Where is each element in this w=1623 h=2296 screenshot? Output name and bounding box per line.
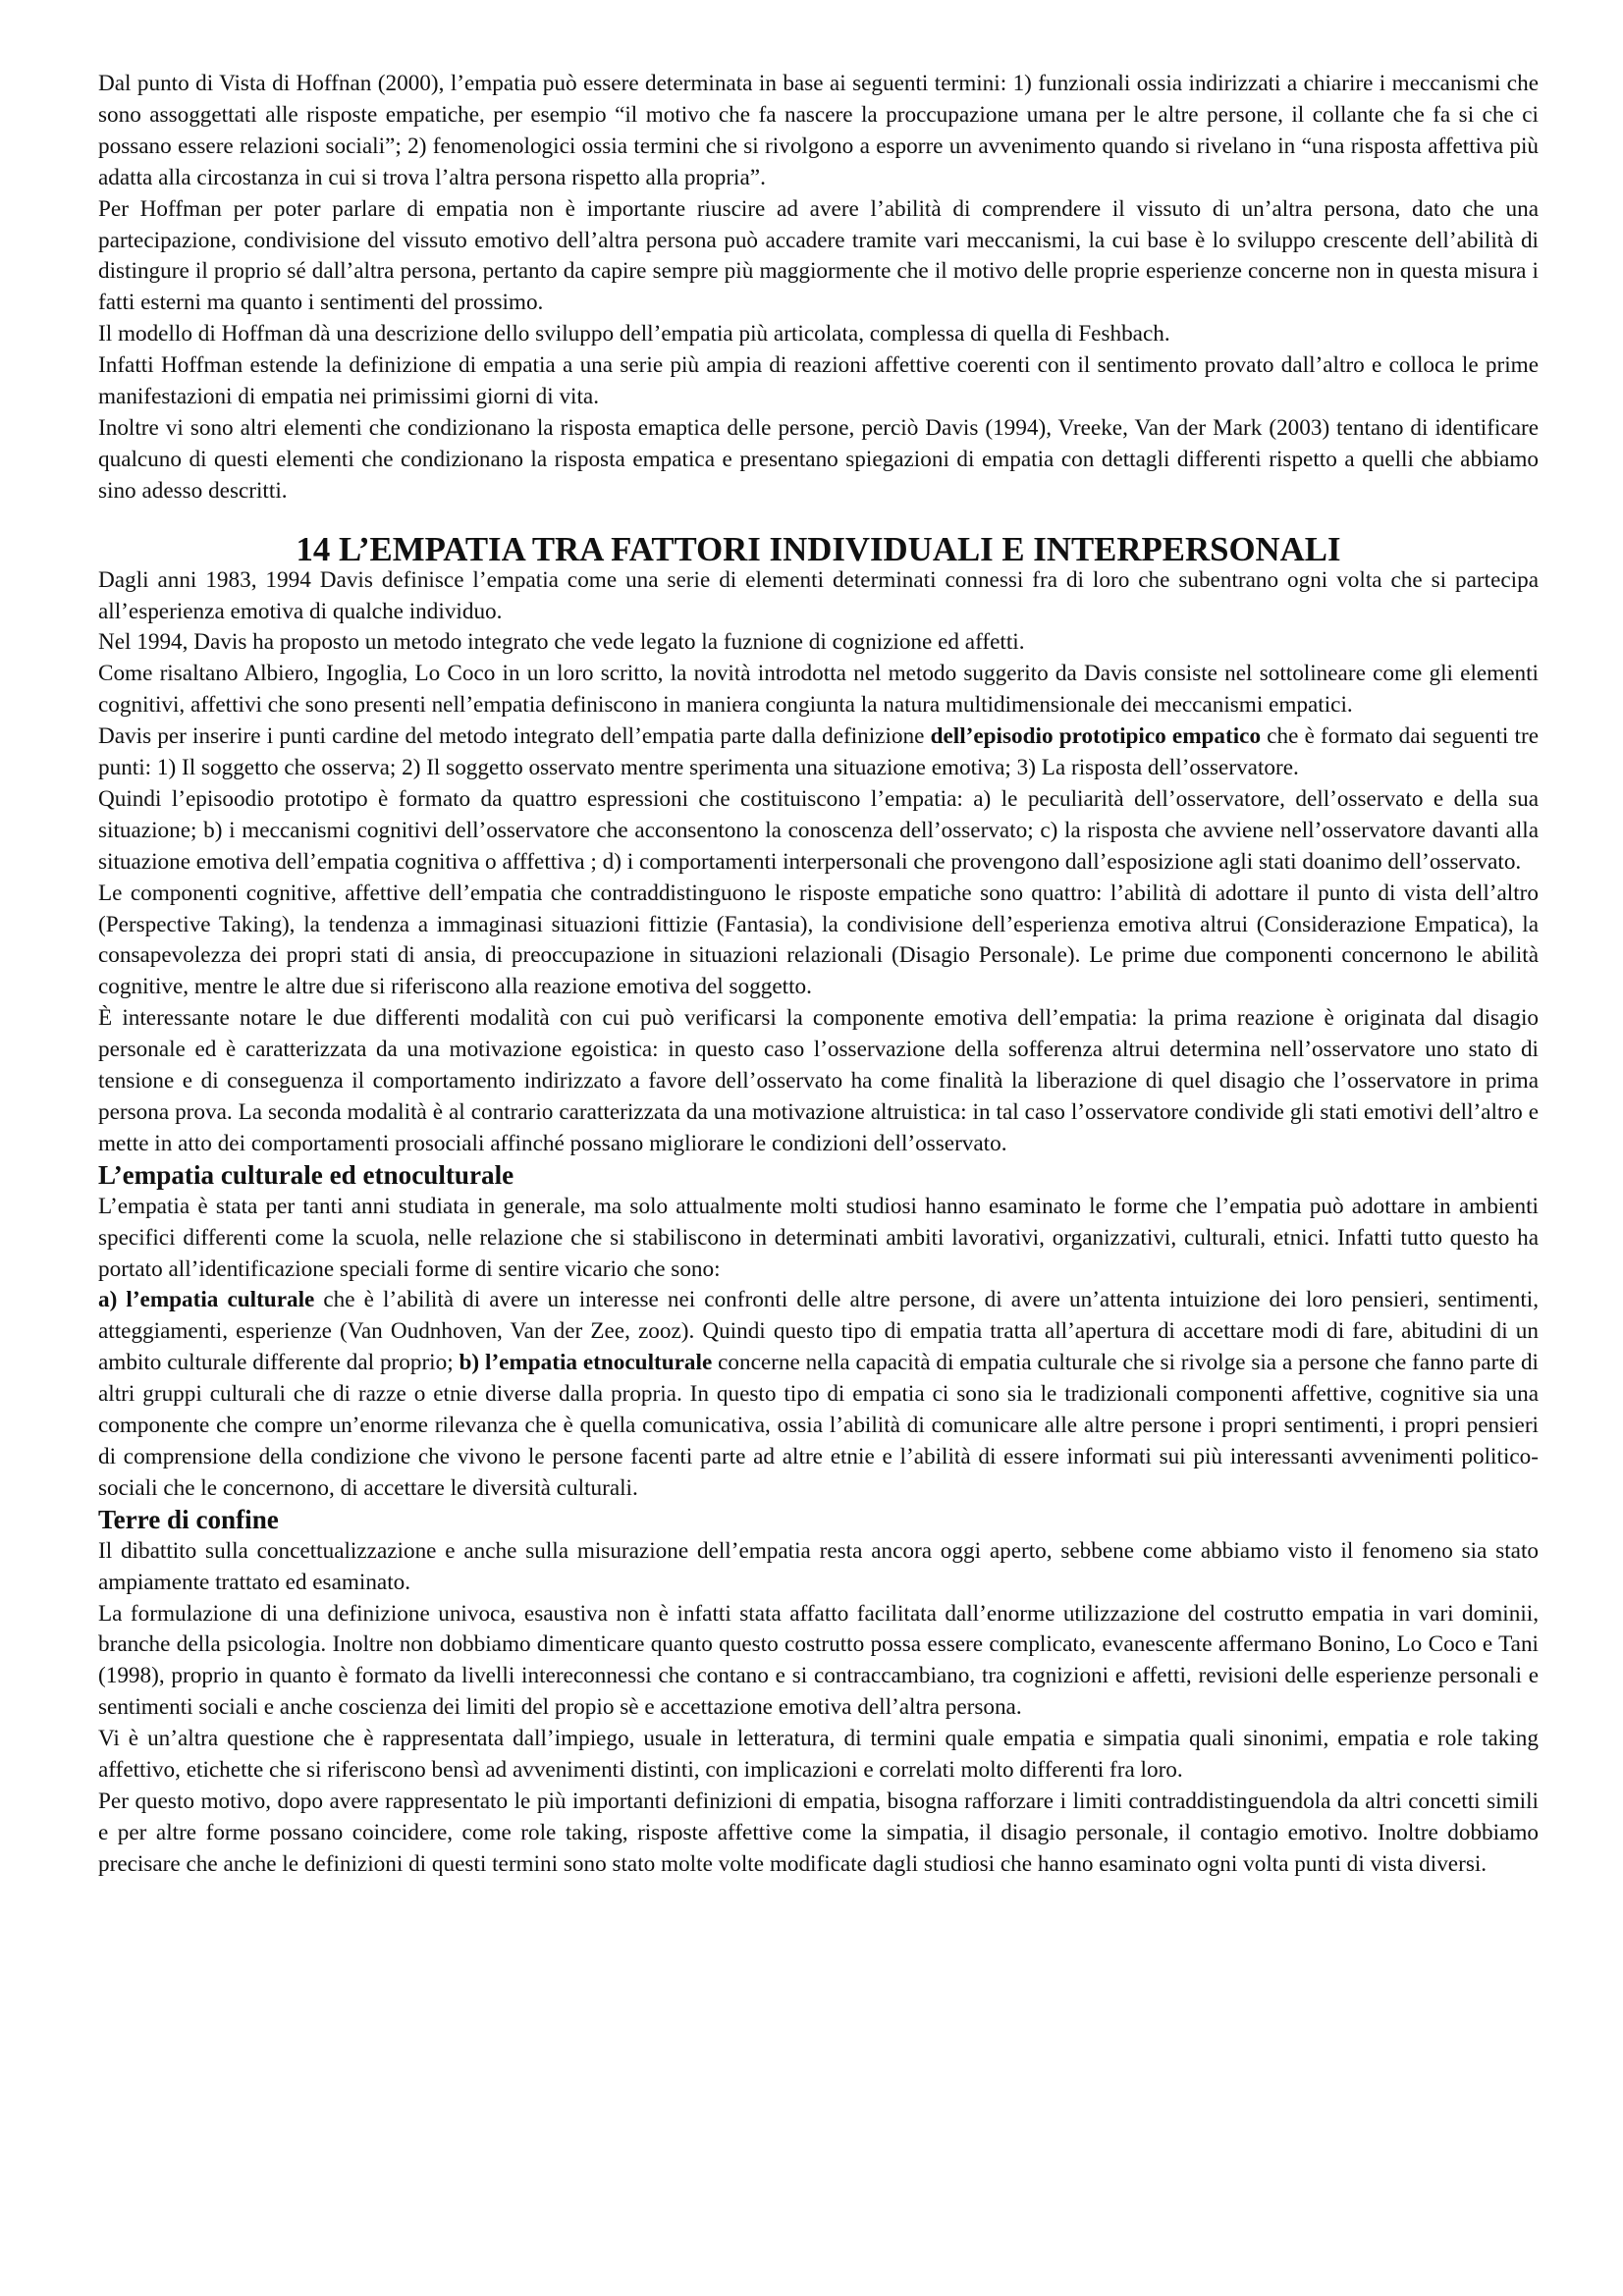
paragraph-hoffman-definition: Dal punto di Vista di Hoffnan (2000), l’empatia può essere determinata in base ai seguenti termini: 1) funzionali ossia indirizzati a chiarire i meccanismi che sono assoggettati alle risposte empatiche, per esempio “il motivo che fa nascere la proccupazione umana per le altre persone, il collante che fa si che ci possano essere relazioni sociali”; 2) fenomenologici ossia termini che si rivolgono a esporre un avvenimento quando si rivelano in “una risposta affettiva più adatta alla circostanza in cui si trova l’altra persona rispetto alla propria”. [98,71,1539,190]
paragraph-cultural-intro: L’empatia è stata per tanti anni studiata in generale, ma solo attualmente molti studiosi hanno esaminato le forme che l’empatia può adottare in ambienti specifici differenti come la scuola, nelle relazione che si stabiliscono in determinati ambiti lavorativi, organizzativi, culturali, etnici. Infatti tutto questo ha portato all’identificazione speciali forme di sentire vicario che sono: [98,1193,1539,1282]
text-run: concerne nella capacità di empatia culturale che si rivolge sia a persone che fanno parte di altri gruppi culturali che di razze o etnie diverse dalla propria. In questo tipo di empatia ci sono sia le tradizionali componenti affettive, cognitive sia una componente che compre un’enorme rilevanza che è quella comunicativa, ossia l’abilità di comunicare alle altre persone i propri sentimenti, i propri pensieri di comprensione della condizione che vivono le persone facenti parte ad altre etnie e l’abilità di essere informati sui più interessanti avvenimenti politico-sociali che le concernono, di accettare le diversità culturali. [98,1350,1539,1501]
paragraph-four-expressions: Quindi l’episoodio prototipo è formato da quattro espressioni che costituiscono l’empatia: a) le peculiarità dell’osservatore, dell’osservato e della sua situazione; b) i meccanismi cognitivi dell’osservatore che acconsentono la conoscenza dell’osservato; c) la risposta che avviene nell’osservatore davanti alla situazione emotiva dell’empatia cognitiva o afffettiva ; d) i comportamenti interpersonali che provengono dall’esposizione agli stati doanimo dell’osservato. [98,785,1539,875]
paragraph-definition-difficulty: La formulazione di una definizione univoca, esaustiva non è infatti stata affatto facilitata dall’enorme utilizzazione del costrutto empatia in vari dominii, branche della psicologia. Inoltre non dobbiamo dimenticare quanto questo costrutto possa essere complicato, evanescente affermano Bonino, Lo Coco e Tani (1998), proprio in quanto è formato da livelli intereconnessi che contano e si contraccambiano, tra cognizioni e affetti, revisioni delle esperienze personali e sentimenti sociali e anche coscienza dei limiti del propio sè e accettazione emotiva dell’altra persona. [98,1600,1539,1721]
paragraph-debate: Il dibattito sulla concettualizzazione e anche sulla misurazione dell’empatia resta ancora oggi aperto, sebbene come abbiamo visto il fenomeno sia stato ampiamente trattato ed esaminato. [98,1537,1539,1595]
text-run: che è l’abilità di avere un interesse nei confronti delle altre persone, di avere un’attenta intuizione dei loro pensieri, sentimenti, atteggiamenti, esperienze (Van Oudnhoven, Van der Zee, zooz). Quindi questo tipo di empatia tratta all’apertura di accettare modi di fare, abitudini di un ambito culturale differente dal proprio; [98,1287,1540,1376]
paragraph-davis-1994: Nel 1994, Davis ha proposto un metodo integrato che vede legato la fuznione di cognizione ed affetti. [98,629,1025,656]
bold-term-cultural-empathy: a) l’empatia culturale [98,1287,315,1313]
paragraph-hoffman-extends: Infatti Hoffman estende la definizione di empatia a una serie più ampia di reazioni affettive coerenti con il sentimento provato dall’altro e colloca le prime manifestazioni di empatia nei primissimi giorni di vita. [98,352,1539,410]
paragraph-other-elements: Inoltre vi sono altri elementi che condizionano la risposta emaptica delle persone, perciò Davis (1994), Vreeke, Van der Mark (2003) tentano di identificare qualcuno di questi elementi che condizionano la risposta empatica e presentano spiegazioni di empatia con dettagli differenti rispetto a quelli che abbiamo sino adesso descritti. [98,414,1539,504]
paragraph-davis-definition: Dagli anni 1983, 1994 Davis definisce l’empatia come una serie di elementi determinati connessi fra di loro che subentrano ogni volta che si partecipa all’esperienza emotiva di qualche individuo. [98,566,1539,624]
paragraph-limits: Per questo motivo, dopo avere rappresentato le più importanti definizioni di empatia, bisogna rafforzare i limiti contraddistinguendola da altri concetti simili e per altre forme possano coincidere, come role taking, risposte affettive come la simpatia, il disagio personale, il contagio emotivo. Inoltre dobbiamo precisare che anche le definizioni di questi termini sono stato molte volte modificate dagli studiosi che hanno esaminato ogni volta punti di vista diversi. [98,1788,1539,1877]
paragraph-emotional-modes: È interessante notare le due differenti modalità con cui può verificarsi la componente emotiva dell’empatia: la prima reazione è originata dal disagio personale ed è caratterizzata da una motivazione egoistica: in questo caso l’osservazione della sofferenza altrui determina nell’osservatore uno stato di tensione e di conseguenza il comportamento indirizzato a favore dell’osservato ha come finalità la liberazione di quel disagio che l’osservatore in prima persona prova. La seconda modalità è al contrario caratterizzata da una motivazione altruistica: in tal caso l’osservatore condivide gli stati emotivi dell’altro e mette in atto dei comportamenti prosociali affinché possano migliorare le condizioni dell’osservato. [98,1005,1539,1156]
bold-term-prototypical-episode: dell’episodio prototipico empatico [930,723,1262,750]
paragraph-albiero: Come risaltano Albiero, Ingoglia, Lo Coco in un loro scritto, la novità introdotta nel metodo suggerito da Davis consiste nel sottolineare come gli elementi cognitivi, affettivi che sono presenti nell’empatia definiscono in maniera congiunta la natura multidimensionale dei meccanismi empatici. [98,661,1539,719]
section-heading-14: 14 L’EMPATIA TRA FATTORI INDIVIDUALI E INTERPERSONALI [296,529,1341,568]
text-run: che è formato dai seguenti tre punti: 1) Il soggetto che osserva; 2) Il soggetto osservato mentre sperimenta una situazione emotiva; 3) La risposta dell’osservatore. [98,723,1539,781]
paragraph-cultural-forms [98,1285,1539,1504]
subheading-borderlands: Terre di confine [98,1504,279,1534]
paragraph-hoffman-model: Il modello di Hoffman dà una descrizione dello sviluppo dell’empatia più articolata, complessa di quella di Feshbach. [98,321,1170,347]
text-run: Davis per inserire i punti cardine del metodo integrato dell’empatia parte dalla definizione [98,723,931,750]
subheading-cultural-empathy: L’empatia culturale ed etnoculturale [98,1159,514,1190]
paragraph-components: Le componenti cognitive, affettive dell’empatia che contraddistinguono le risposte empatiche sono quattro: l’abilità di adottare il punto di vista dell’altro (Perspective Taking), la tendenza a immaginasi situazioni fittizie (Fantasia), la condivisione dell’esperienza emotiva altrui (Considerazione Empatica), la consapevolezza dei propri stati di ansia, di preoccupazione in situazioni relazionali (Disagio Personale). Le prime due componenti concernono le abilità cognitive, mentre le altre due si riferiscono alla reazione emotiva del soggetto. [98,880,1539,1000]
paragraph-prototypical-episode [98,721,1539,784]
paragraph-hoffman-empathy: Per Hoffman per poter parlare di empatia non è importante riuscire ad avere l’abilità di comprendere il vissuto di un’altra persona, dato che una partecipazione, condivisione del vissuto emotivo dell’altra persona può accadere tramite vari meccanismi, la cui base è lo sviluppo crescente dell’abilità di distingure il proprio sé dall’altra persona, pertanto da capire sempre più maggiormente che il motivo delle proprie esperienze concerne non in questa misura i fatti esterni ma quanto i sentimenti del prossimo. [98,195,1539,316]
bold-term-ethnocultural-empathy: b) l’empatia etnoculturale [459,1350,713,1376]
paragraph-synonyms: Vi è un’altra questione che è rappresentata dall’impiego, usuale in letteratura, di termini quale empatia e simpatia quali sinonimi, empatia e role taking affettivo, etichette che si riferiscono bensì ad avvenimenti distinti, con implicazioni e correlati molto differenti fra loro. [98,1726,1539,1784]
